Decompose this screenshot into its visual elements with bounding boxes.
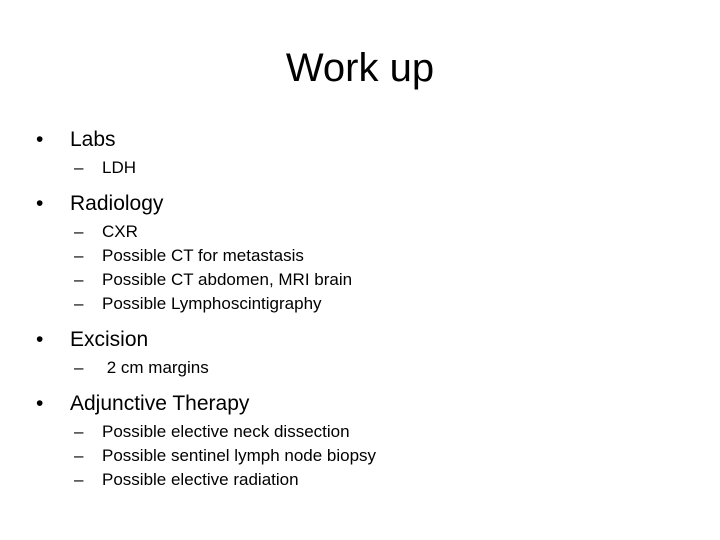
sub-list	[36, 420, 676, 492]
slide-content	[36, 126, 676, 492]
section-labs	[36, 126, 676, 180]
slide-title-text: Work up	[285, 46, 435, 90]
sub-item-text: Possible elective radiation	[102, 470, 299, 489]
bullet-dot: •	[36, 192, 44, 215]
sub-item	[36, 444, 676, 468]
bullet-item	[36, 190, 676, 218]
sub-item	[36, 268, 676, 292]
sub-item	[36, 356, 676, 380]
dash-marker: –	[74, 270, 84, 289]
bullet-item	[36, 326, 676, 354]
dash-marker: –	[74, 470, 84, 489]
sub-item-text: LDH	[102, 158, 137, 177]
dash-marker: –	[74, 246, 84, 265]
sub-item-text: Possible sentinel lymph node biopsy	[102, 446, 377, 465]
bullet-label: Excision	[70, 328, 149, 351]
sub-item-text: 2 cm margins	[102, 358, 209, 377]
bullet-label: Labs	[70, 128, 116, 151]
sub-list	[36, 220, 676, 316]
sub-item-text: Possible Lymphoscintigraphy	[102, 294, 322, 313]
sub-item	[36, 156, 676, 180]
dash-marker: –	[74, 294, 84, 313]
sub-item-text: CXR	[102, 222, 138, 241]
sub-item-text: Possible elective neck dissection	[102, 422, 350, 441]
sub-list	[36, 156, 676, 180]
dash-marker: –	[74, 222, 84, 241]
bullet-dot: •	[36, 328, 44, 351]
dash-marker: –	[74, 446, 84, 465]
sub-item	[36, 292, 676, 316]
bullet-item	[36, 390, 676, 418]
sub-item	[36, 244, 676, 268]
bullet-dot: •	[36, 392, 44, 415]
section-radiology	[36, 190, 676, 316]
bullet-dot: •	[36, 128, 44, 151]
sub-item	[36, 220, 676, 244]
bullet-label: Radiology	[70, 192, 164, 215]
bullet-item	[36, 126, 676, 154]
sub-item	[36, 420, 676, 444]
sub-item-text: Possible CT for metastasis	[102, 246, 304, 265]
section-adjunctive-therapy	[36, 390, 676, 492]
slide-title	[0, 44, 720, 92]
sub-item-text: Possible CT abdomen, MRI brain	[102, 270, 353, 289]
dash-marker: –	[74, 358, 84, 377]
dash-marker: –	[74, 422, 84, 441]
section-excision	[36, 326, 676, 380]
dash-marker: –	[74, 158, 84, 177]
sub-list	[36, 356, 676, 380]
bullet-label: Adjunctive Therapy	[70, 392, 250, 415]
sub-item	[36, 468, 676, 492]
